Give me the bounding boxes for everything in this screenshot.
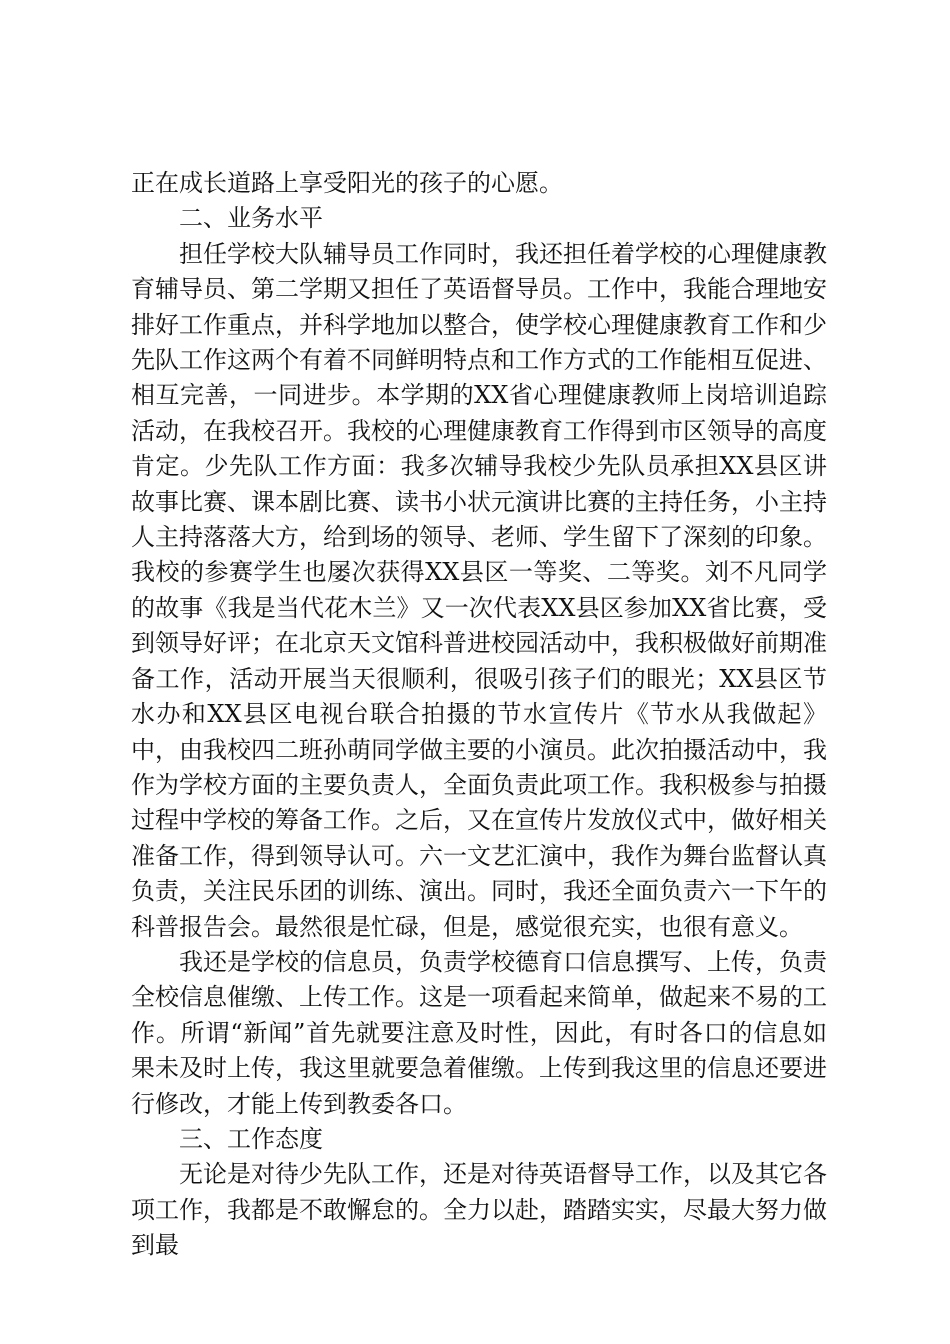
paragraph-work-attitude: 无论是对待少先队工作，还是对待英语督导工作，以及其它各项工作，我都是不敢懈怠的。全力以赴，踏踏实实，尽最大努力做到最 [131,1160,827,1260]
document-body [131,166,827,1264]
section-heading-business-level: 二、业务水平 [179,204,323,233]
paragraph-business-level: 担任学校大队辅导员工作同时，我还担任着学校的心理健康教育辅导员、第二学期又担任了英语督导员。工作中，我能合理地安排好工作重点，并科学地加以整合，使学校心理健康教育工作和少先队工作这两个有着不同鲜明特点和工作方式的工作能相互促进、相互完善，一同进步。本学期的XX省心理健康教师上岗培训追踪活动，在我校召开。我校的心理健康教育工作得到市区领导的高度肯定。少先队工作方面：我多次辅导我校少先队员承担XX县区讲故事比赛、课本剧比赛、读书小状元演讲比赛的主持任务，小主持人主持落落大方，给到场的领导、老师、学生留下了深刻的印象。我校的参赛学生也屡次获得XX县区一等奖、二等奖。刘不凡同学的故事《我是当代花木兰》又一次代表XX县区参加XX省比赛，受到领导好评；在北京天文馆科普进校园活动中，我积极做好前期准备工作，活动开展当天很顺利，很吸引孩子们的眼光；XX县区节水办和XX县区电视台联合拍摄的节水宣传片《节水从我做起》中，由我校四二班孙萌同学做主要的小演员。此次拍摄活动中，我作为学校方面的主要负责人，全面负责此项工作。我积极参与拍摄过程中学校的筹备工作。之后，又在宣传片发放仪式中，做好相关准备工作，得到领导认可。六一文艺汇演中，我作为舞台监督认真负责，关注民乐团的训练、演出。同时，我还全面负责六一下午的科普报告会。最然很是忙碌，但是，感觉很充实，也很有意义。 [131,239,827,941]
paragraph-continuation: 正在成长道路上享受阳光的孩子的心愿。 [131,169,563,197]
section-heading-work-attitude: 三、工作态度 [179,1124,323,1153]
paragraph-information-officer: 我还是学校的信息员，负责学校德育口信息撰写、上传，负责全校信息催缴、上传工作。这是一项看起来简单，做起来不易的工作。所谓“新闻”首先就要注意及时性，因此，有时各口的信息如果未及时上传，我这里就要急着催缴。上传到我这里的信息还要进行修改，才能上传到教委各口。 [131,947,827,1118]
